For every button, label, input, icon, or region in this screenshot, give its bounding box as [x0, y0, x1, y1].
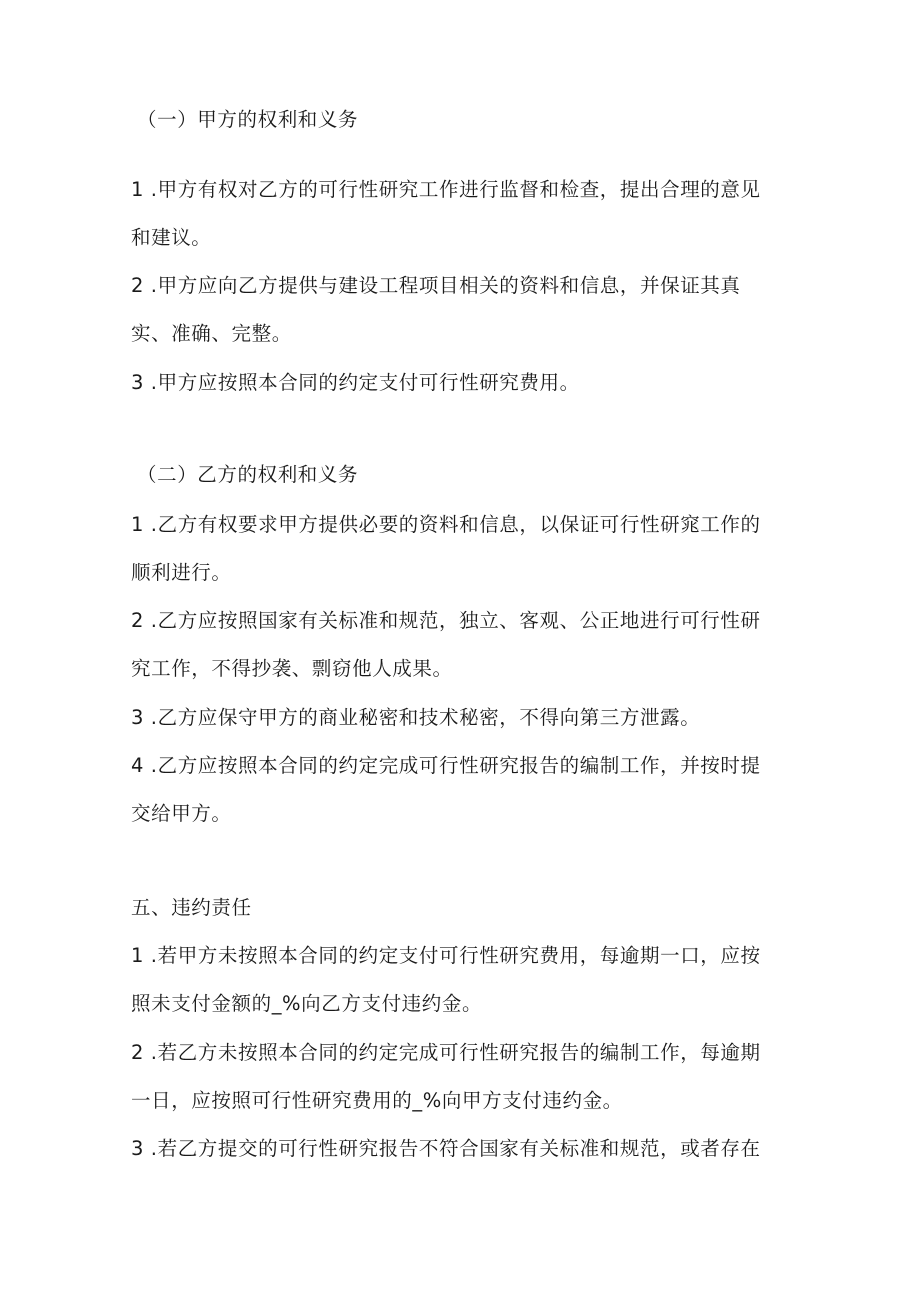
party-b-item-2-line-1: 2 .乙方应按照国家有关标准和规范，独立、客观、公正地进行可行性研 — [131, 609, 761, 632]
breach-item-2-line-1: 2 .若乙方未按照本合同的约定完成可行性研究报告的编制工作，每逾期 — [131, 1041, 761, 1064]
party-b-item-1-line-1: 1 .乙方有权要求甲方提供必要的资料和信息，以保证可行性研窕工作的 — [131, 513, 761, 536]
party-a-item-2-line-1: 2 .甲方应向乙方提供与建设工程项目相关的资料和信息，并保证其真 — [131, 274, 741, 297]
party-a-item-3-line-1: 3 .甲方应按照本合同的约定支付可行性研究费用。 — [131, 371, 580, 394]
party-b-item-2-line-2: 究工作，不得抄袭、剽窃他人成果。 — [131, 657, 453, 680]
party-b-item-4-line-1: 4 .乙方应按照本合同的约定完成可行性研究报告的编制工作，并按时提 — [131, 754, 761, 777]
party-a-item-2-line-2: 实、准确、完整。 — [131, 322, 292, 345]
party-a-item-1-line-2: 和建议。 — [131, 226, 212, 249]
party-a-item-1-line-1: 1 .甲方有权对乙方的可行性研究工作进行监督和检查，提出合理的意见 — [131, 178, 761, 201]
breach-item-1-line-1: 1 .若甲方未按照本合同的约定支付可行性研究费用，每逾期一口，应按 — [131, 944, 761, 967]
party-b-item-1-line-2: 顺利进行。 — [131, 561, 232, 584]
breach-item-3-line-1: 3 .若乙方提交的可行性研究报告不符合国家有关标准和规范，或者存在 — [131, 1137, 761, 1160]
section-heading-breach-liability: 五、违约责任 — [131, 896, 252, 919]
party-b-item-3-line-1: 3 .乙方应保守甲方的商业秘密和技术秘密，不得向第三方泄露。 — [131, 706, 701, 729]
party-b-item-4-line-2: 交给甲方。 — [131, 802, 232, 825]
breach-item-1-line-2: 照未支付金额的_%向乙方支付违约金。 — [131, 992, 483, 1015]
breach-item-2-line-2: 一日，应按照可行性研究费用的_%向甲方支付违约金。 — [131, 1089, 623, 1112]
section-heading-party-a: （一）甲方的权利和义务 — [137, 108, 359, 131]
section-heading-party-b: （二）乙方的权利和义务 — [137, 463, 359, 486]
